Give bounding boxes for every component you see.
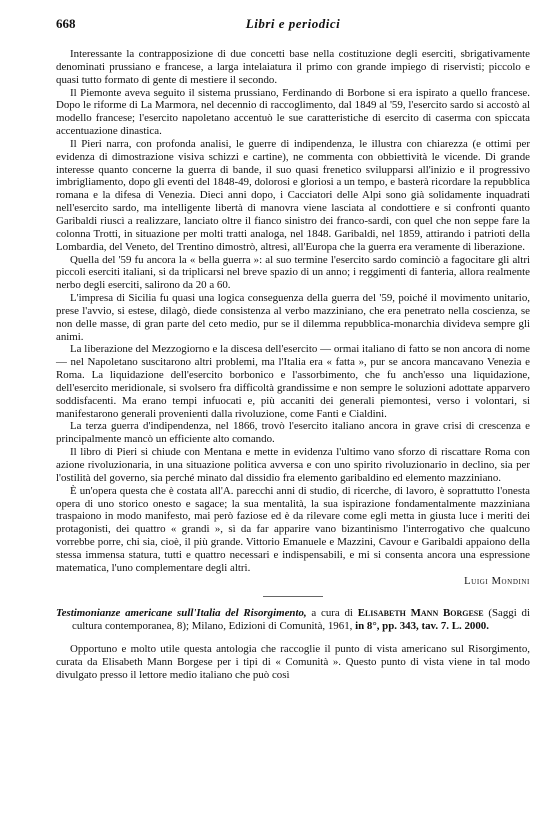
paragraph: Il Piemonte aveva seguito il sistema prussiano, Ferdinando di Borbone si era ispirato a quello francese. Dopo le riforme di La Marmora, nel decennio di raccoglimento, dal 1849 al '59, l'esercito sardo si accostò al modello francese; l'esercito napoletano accentuò le sue caratteristiche di esercito di caserma con spiccata accentuazione dinastica. — [56, 86, 530, 138]
signature-line — [56, 575, 530, 589]
paragraph: Quella del '59 fu ancora la « bella guerra »: al suo termine l'esercito sardo cominciò a fagocitare gli altri piccoli eserciti italiani, si da triplicarsi nel breve spazio di un anno; i reggimenti di fanteria, allora realmente nerbo degli eserciti, salirono da 20 a 60. — [56, 253, 530, 292]
editor-intro: a cura di — [306, 607, 358, 620]
bibliographic-entry — [56, 607, 530, 633]
paragraph: È un'opera questa che è costata all'A. parecchi anni di studio, di ricerche, di lavoro, è soprattutto l'onesta opera di uno storico onesto e sagace; la sua mentalità, la sua ispirazione fondamentalmente mazziniana traspaiono in modo manifesto, mai però faziose ed è da rilevare come egli metta in giusta luce i meriti dei protagonisti, dei quattro « grandi », sì da far apparire vano bizantinismo l'interrogativo che qualcuno vorrebbe porre, chi sia, cioè, il più grande. Vittorio Emanuele e Mazzini, Cavour e Garibaldi appaiono della stessa immensa statura, tutti e quattro necessari e indispensabili, e mi si consenta ancora una espressione matematica, l'uno complementare degli altri. — [56, 484, 530, 574]
paragraph: Interessante la contrapposizione di due concetti base nella costituzione degli eserciti, sbrigativamente denominati prussiano e francese, a larga intelaiatura il primo con grande impiego di riservisti; piccolo e quasi tutto formato di gente di mestiere il secondo. — [56, 48, 530, 86]
section-divider — [263, 596, 323, 597]
book-format: in 8°, pp. 343, tav. 7. L. 2000. — [355, 620, 489, 633]
reviewer-signature: Luigi Mondini — [464, 575, 530, 587]
review-body — [56, 48, 530, 588]
paragraph: La terza guerra d'indipendenza, nel 1866, trovò l'esercito italiano ancora in grave crisi di crescenza e principalmente mancò un efficiente alto comando. — [56, 420, 530, 446]
paragraph: Il Pieri narra, con profonda analisi, le guerre di indipendenza, le illustra con chiarezza (e ottimi per evidenza di dimostrazione visiva schizzi e cartine), ne commenta con obbiettività le vicende. Di grande interesse quanto concerne la guerra di bande, il suo quasi frenetico svilupparsi all'inizio e il progressivo imbrigliamento, dopo gli eventi del 1848-49, dolorosi e gloriosi a un tempo, e basterà ricordare la repubblica romana e la difesa di Venezia. Dieci anni dopo, i Cacciatori delle Alpi sono già solidamente inquadrati nell'esercito sardo, ma intelligente libertà di manovra viene lasciata al condottiere e si confronti quanto Garibaldi riuscì a realizzare, lanciato oltre il fianco sinistro dei franco-sardi, con quel che non seppe fare la colonna Trotti, in situazione per molti tratti analoga, nel 1848. Garibaldi, nel 1859, attirando i patrioti della Lombardia, del Veneto, del Trentino dimostrò, altresì, all'Europa che la guerra era veramente di liberazione. — [56, 137, 530, 253]
page-header — [56, 16, 530, 34]
paragraph: La liberazione del Mezzogiorno e la discesa dell'esercito — ormai italiano di fatto se non ancora di nome — nel Napoletano suscitarono altri problemi, ma l'Italia era « fatta », pur se ancora mancavano Venezia e Roma. La liquidazione dell'esercito borbonico e l'assorbimento, che fu anch'esso una liquidazione, dell'esercito meridionale, si svolsero fra difficoltà grandissime e non sempre le soluzioni adottate apparvero soddisfacenti. Ma erano tempi infuocati e, più accaniti dei generali piemontesi, verso i volontari, si manifestarono generali provenienti dalla rivoluzione, come Fanti e Cialdini. — [56, 343, 530, 420]
running-title: Libri e periodici — [245, 16, 341, 31]
page-number: 668 — [56, 16, 76, 31]
paragraph: L'impresa di Sicilia fu quasi una logica conseguenza della guerra del '59, poiché il movimento unitario, prese l'avvio, si estese, dilagò, diede consistenza al verbo mazziniano, che era penetrato nella coscienza, se non delle masse, di gran parte del ceto medio, pur se il dilemma repubblica-monarchia divideva sempre gli animi. — [56, 292, 530, 343]
book-title: Testimonianze americane sull'Italia del Risorgimento, — [56, 607, 307, 620]
paragraph: Il libro di Pieri si chiude con Mentana e mette in evidenza l'ultimo vano sforzo di riscattare Roma con azione rivoluzionaria, in una situazione politica avversa e con uno spirito rivoluzionario in declino, sia per l'ostilità del governo, sia perché minato dal dissidio fra elemento garibaldino ed elemento mazziniano. — [56, 446, 530, 484]
book-series: (Saggi di cultura contemporanea, 8); Milano, Edizioni di Comunità, 1961, — [72, 607, 530, 633]
review-paragraph: Opportuno e molto utile questa antologia che raccoglie il punto di vista americano sul Risorgimento, curata da Elisabeth Mann Borgese per i tipi di « Comunità ». Questo punto di vista viene in tal modo divulgato presso il lettore medio italiano che può così — [56, 643, 530, 681]
book-page — [56, 16, 530, 682]
book-editor: Elisabeth Mann Borgese — [357, 607, 484, 620]
next-review — [56, 607, 530, 681]
